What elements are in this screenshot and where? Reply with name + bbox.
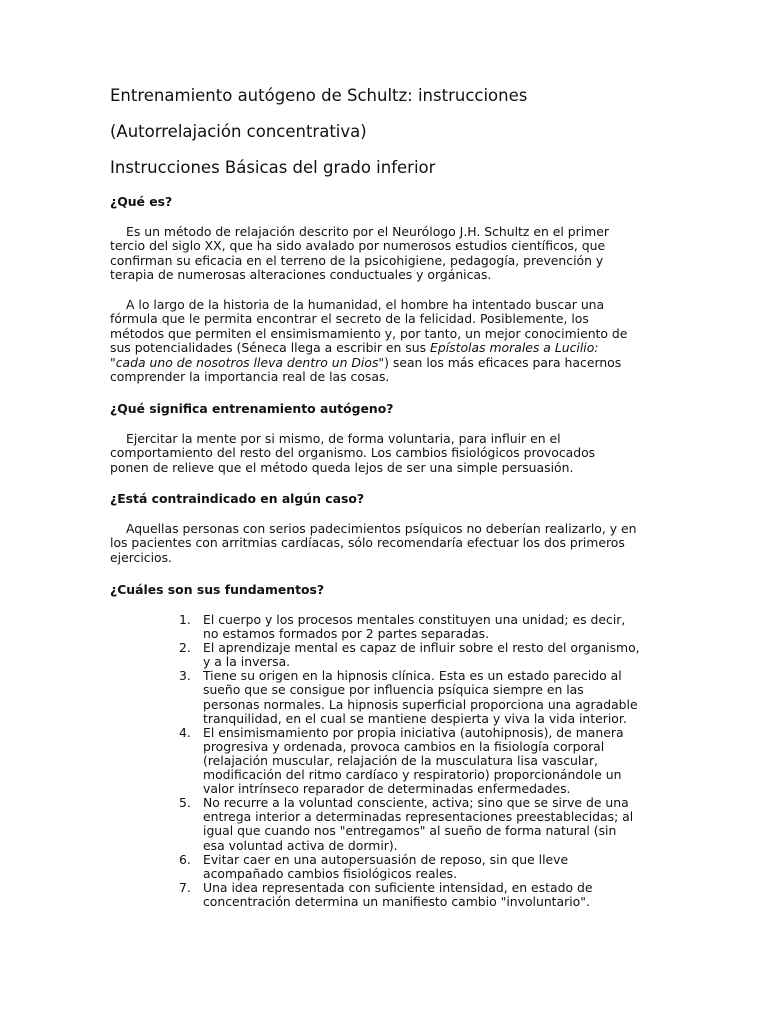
text-line <box>110 341 650 355</box>
text-line: (relajación muscular, relajación de la musculatura lisa vascular, <box>203 752 598 768</box>
text-line: terapia de numerosas alteraciones conductuales y orgánicas. <box>110 267 492 283</box>
heading-significa: ¿Qué significa entrenamiento autógeno? <box>110 401 394 416</box>
text-line: Es un método de relajación descrito por el Neurólogo J.H. Schultz en el primer <box>126 224 609 239</box>
text-line: confirman su eficacia en el terreno de la psicohigiene, pedagogía, prevención y <box>110 252 604 268</box>
paragraph-contraindicado <box>110 522 650 565</box>
text-line: tercio del siglo XX, que ha sido avalado por numerosos estudios científicos, que <box>110 238 606 254</box>
text-line: no estamos formados por 2 partes separadas. <box>203 626 490 642</box>
text-line: valor intrínseco reparador de determinadas enfermedades. <box>203 781 571 797</box>
text-line: ponen de relieve que el método queda lejos de ser una simple persuasión. <box>110 459 574 475</box>
list-item <box>0 726 640 796</box>
text-line: El ensimismamiento por propia iniciativa (autohipnosis), de manera <box>203 724 624 740</box>
quote-text: cada uno de nosotros lleva dentro un Dios <box>115 354 379 370</box>
text-line: los pacientes con arritmias cardíacas, sólo recomendaría efectuar los dos primeros <box>110 535 625 551</box>
text-run: sus potencialidades (Séneca llega a escribir en sus <box>110 340 431 356</box>
text-line: y a la inversa. <box>203 654 291 670</box>
text-run: ") sean los más eficaces para hacernos <box>378 354 622 370</box>
text-line: Aquellas personas con serios padecimientos psíquicos no deberían realizarlo, y en <box>126 521 637 536</box>
text-line: tranquilidad, en el cual se mantiene despierta y viva la vida interior. <box>203 710 627 726</box>
text-line: esa voluntad activa de dormir). <box>203 837 398 853</box>
fundamentos-list <box>0 613 640 909</box>
text-line: igual que cuando nos "entregamos" al sueño de forma natural (sin <box>203 823 617 839</box>
text-line: progresiva y ordenada, provoca cambios en la fisiología corporal <box>203 738 605 754</box>
text-line: fórmula que le permita encontrar el secreto de la felicidad. Posiblemente, los <box>110 311 589 327</box>
document-subtitle: (Autorrelajación concentrativa) <box>110 122 367 141</box>
text-line: El cuerpo y los procesos mentales constituyen una unidad; es decir, <box>203 612 626 627</box>
list-number: 6. <box>179 851 191 867</box>
text-line: acompañado cambios fisiológicos reales. <box>203 865 458 881</box>
list-item <box>0 613 640 641</box>
text-line: modificación del ritmo cardíaco y respiratorio) proporcionándole un <box>203 767 622 783</box>
list-item <box>0 641 640 669</box>
text-line: El aprendizaje mental es capaz de influir sobre el resto del organismo, <box>203 640 640 656</box>
list-item <box>0 853 640 881</box>
list-number: 1. <box>179 612 191 627</box>
list-item <box>0 881 640 909</box>
section-title: Instrucciones Básicas del grado inferior <box>110 158 436 177</box>
text-line: Una idea representada con suficiente intensidad, en estado de <box>203 879 593 895</box>
text-line <box>110 356 650 370</box>
paragraph-significa <box>110 432 650 475</box>
paragraph-que-es-2 <box>110 298 650 384</box>
list-number: 7. <box>179 879 191 895</box>
list-number: 4. <box>179 724 191 740</box>
list-number: 3. <box>179 668 191 684</box>
text-run: " <box>110 354 116 370</box>
text-line: personas normales. La hipnosis superficial proporciona una agradable <box>203 696 638 712</box>
heading-que-es: ¿Qué es? <box>110 194 173 209</box>
list-number: 5. <box>179 795 191 811</box>
text-line: entrega interior a determinadas representaciones preestablecidas; al <box>203 809 634 825</box>
heading-contraindicado: ¿Está contraindicado en algún caso? <box>110 491 365 506</box>
list-number: 2. <box>179 640 191 656</box>
list-item <box>0 669 640 725</box>
text-line: Evitar caer en una autopersuasión de reposo, sin que lleve <box>203 851 569 867</box>
text-line: Ejercitar la mente por si mismo, de forma voluntaria, para influir en el <box>126 431 561 446</box>
text-line: ejercicios. <box>110 549 172 565</box>
text-line: A lo largo de la historia de la humanidad, el hombre ha intentado buscar una <box>126 297 605 312</box>
heading-fundamentos: ¿Cuáles son sus fundamentos? <box>110 582 325 597</box>
text-line: concentración determina un manifiesto cambio "involuntario". <box>203 893 590 909</box>
document-title: Entrenamiento autógeno de Schultz: instrucciones <box>110 86 528 105</box>
citation-title: Epístolas morales a Lucilio: <box>430 340 599 356</box>
text-line: comprender la importancia real de las cosas. <box>110 369 390 385</box>
paragraph-que-es-1 <box>110 225 650 283</box>
text-line: Tiene su origen en la hipnosis clínica. Esta es un estado parecido al <box>203 668 622 684</box>
text-line: No recurre a la voluntad consciente, activa; sino que se sirve de una <box>203 795 629 811</box>
text-line: comportamiento del resto del organismo. Los cambios fisiológicos provocados <box>110 445 596 461</box>
list-item <box>0 796 640 852</box>
text-line: sueño que se consigue por influencia psíquica siempre en las <box>203 682 584 698</box>
text-line: métodos que permiten el ensimismamiento y, por tanto, un mejor conocimiento de <box>110 325 628 341</box>
